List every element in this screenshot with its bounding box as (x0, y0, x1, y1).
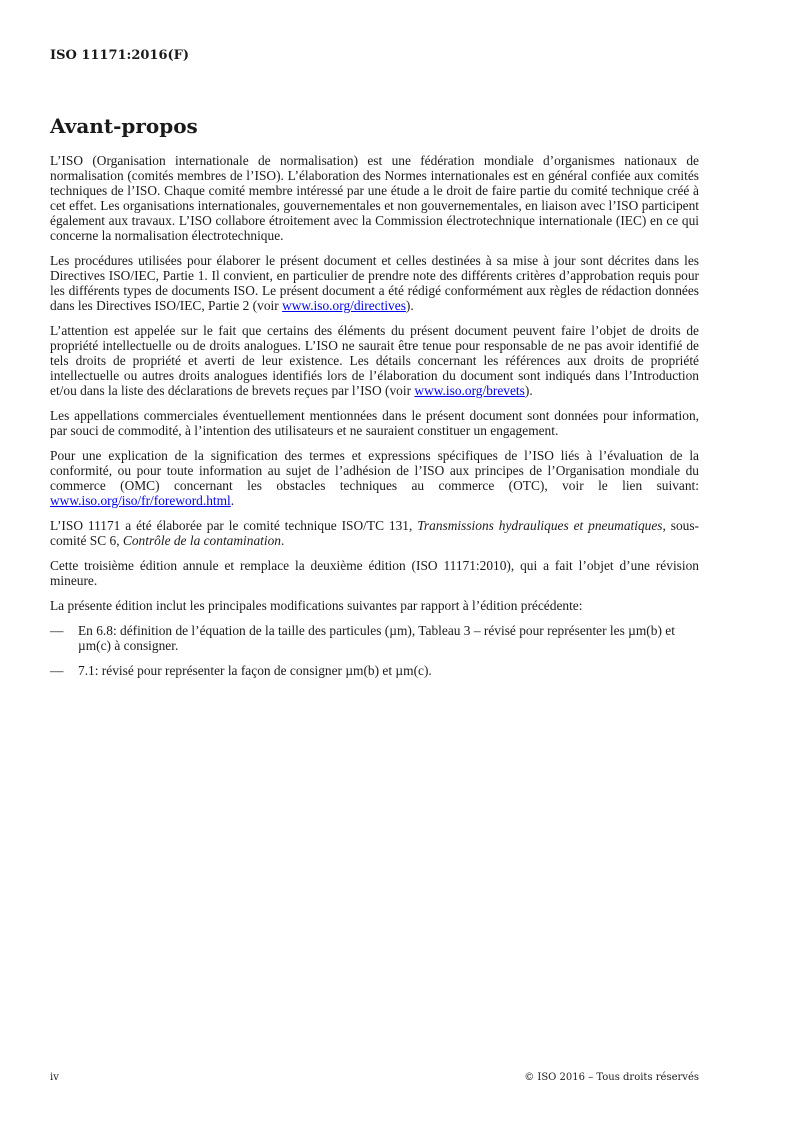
directives-link[interactable]: www.iso.org/directives (282, 298, 406, 313)
paragraph-patents (50, 323, 699, 398)
committee-text-b: , sous-comité SC 6, (50, 518, 700, 548)
foreword-body (50, 153, 699, 688)
list-item-text: 7.1: révisé pour représenter la façon de consigner µm(b) et µm(c). (78, 663, 432, 678)
patents-link[interactable]: www.iso.org/brevets (414, 383, 525, 398)
paragraph-patents-end: ). (524, 383, 533, 398)
committee-text-c: . (280, 533, 285, 548)
list-item (50, 623, 699, 653)
paragraph-patents-text: L’attention est appelée sur le fait que certains des éléments du présent document peuvent faire l’objet de droits de propriété intellectuelle ou de droits analogues. L’ISO ne saurait être tenue pour responsable de ne pas avoir identifié de tels droits de propriété et averti de leur existence. Les détails concernant les références aux droits de propriété intellectuelle ou autres droits analogues identifiés lors de l’élaboration du document sont indiqués dans l’Introduction et/ou dans la liste des déclarations de brevets reçues par l’ISO (voir (50, 323, 699, 398)
committee-text-a: L’ISO 11171 a été élaborée par le comité technique ISO/TC 131, (50, 518, 418, 533)
foreword-link[interactable]: www.iso.org/iso/fr/foreword.html (50, 493, 231, 508)
page-number: iv (50, 1072, 59, 1083)
paragraph-iso-intro: L’ISO (Organisation internationale de normalisation) est une fédération mondiale d’organismes nationaux de normalisation (comités membres de l’ISO). L’élaboration des Normes internationales est en général confiée aux comités techniques de l’ISO. Chaque comité membre intéressé par une étude a le droit de faire partie du comité technique créé à cet effet. Les organisations internationales, gouvernementales et non gouvernementales, en liaison avec l’ISO participent également aux travaux. L’ISO collabore étroitement avec la Commission électrotechnique internationale (IEC) en ce qui concerne la normalisation électrotechnique. (50, 153, 699, 243)
dash-bullet: — (50, 663, 64, 678)
paragraph-committee (50, 518, 699, 548)
document-id-header: ISO 11171:2016(F) (50, 48, 190, 63)
page-title: Avant-propos (50, 114, 198, 138)
dash-bullet: — (50, 623, 64, 638)
paragraph-conformity-end: . (230, 493, 235, 508)
paragraph-procedures (50, 253, 699, 313)
paragraph-conformity (50, 448, 699, 508)
changes-list (50, 623, 699, 678)
committee-title: Transmissions hydrauliques et pneumatiques (417, 518, 663, 533)
paragraph-changes-intro: La présente édition inclut les principales modifications suivantes par rapport à l’édition précédente: (50, 598, 583, 613)
paragraph-procedures-end: ). (405, 298, 414, 313)
copyright-notice: © ISO 2016 – Tous droits réservés (524, 1072, 699, 1083)
list-item-text: En 6.8: définition de l’équation de la taille des particules (µm), Tableau 3 – révisé pour représenter les µm(b) et µm(c) à consigner. (78, 623, 675, 653)
paragraph-edition: Cette troisième édition annule et remplace la deuxième édition (ISO 11171:2010), qui a fait l’objet d’une révision mineure. (50, 558, 699, 588)
paragraph-procedures-text: Les procédures utilisées pour élaborer le présent document et celles destinées à sa mise à jour sont décrites dans les Directives ISO/IEC, Partie 1. Il convient, en particulier de prendre note des différents critères d’approbation requis pour les différents types de documents ISO. Le présent document a été rédigé conformément aux règles de rédaction données dans les Directives ISO/IEC, Partie 2 (voir (50, 253, 699, 313)
subcommittee-title: Contrôle de la contamination (122, 533, 281, 548)
list-item (50, 663, 699, 678)
paragraph-trade-names: Les appellations commerciales éventuellement mentionnées dans le présent document sont données pour information, par souci de commodité, à l’intention des utilisateurs et ne sauraient constituer un engagement. (50, 408, 699, 438)
paragraph-conformity-text: Pour une explication de la signification des termes et expressions spécifiques de l’ISO liés à l’évaluation de la conformité, ou pour toute information au sujet de l’adhésion de l’ISO aux principes de l’Organisation mondiale du commerce (OMC) concernant les obstacles techniques au commerce (OTC), voir le lien suivant: (50, 448, 699, 493)
